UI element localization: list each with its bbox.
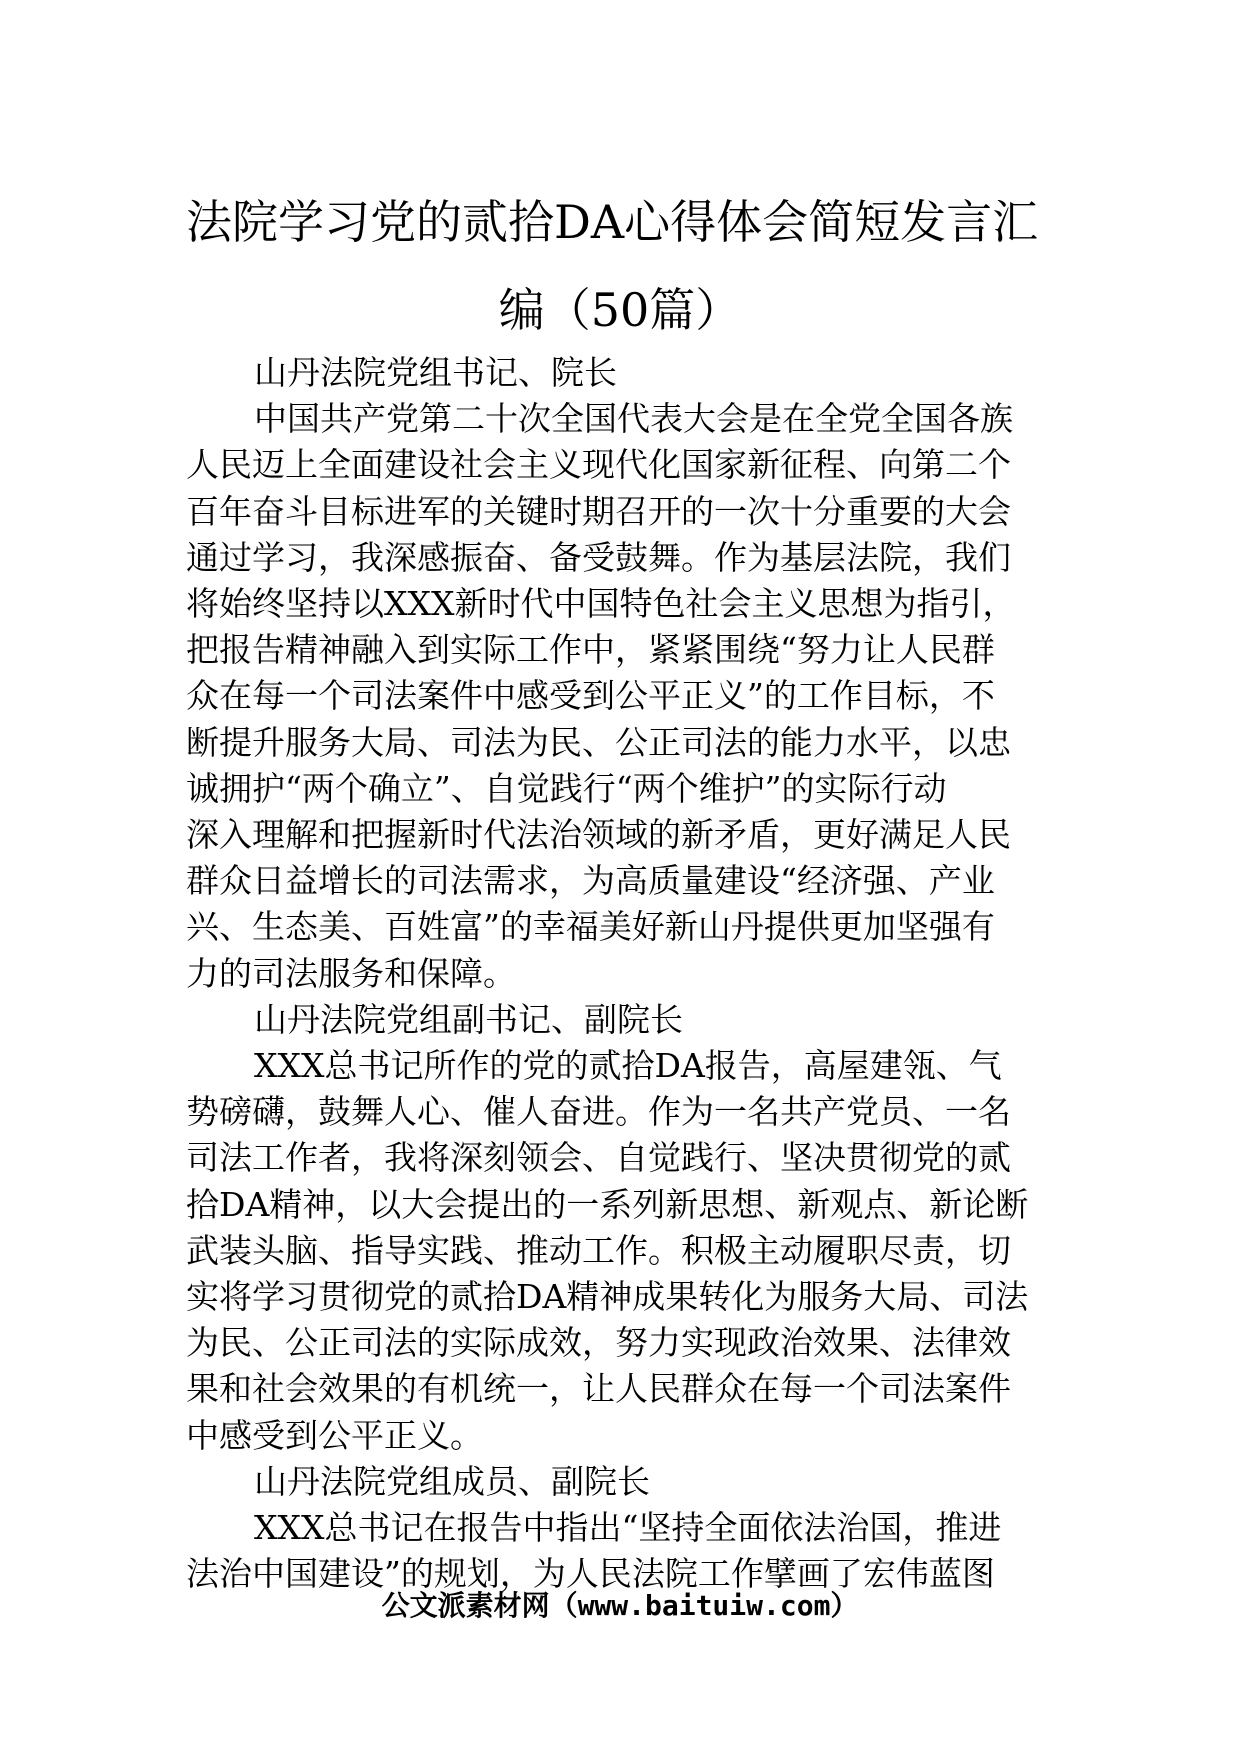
paragraph-line: 中感受到公平正义。	[186, 1415, 483, 1455]
paragraph-line: 中国共产党第二十次全国代表大会是在全党全国各族	[254, 399, 1013, 439]
paragraph-line: 通过学习，我深感振奋、备受鼓舞。作为基层法院，我们	[186, 537, 1011, 577]
paragraph-line: XXX总书记所作的党的贰拾DA报告，高屋建瓴、气	[254, 1046, 1002, 1086]
paragraph-line: 势磅礴，鼓舞人心、催人奋进。作为一名共产党员、一名	[186, 1092, 1011, 1132]
paragraph-line: 人民迈上全面建设社会主义现代化国家新征程、向第二个	[186, 445, 1011, 485]
paragraph-line: 众在每一个司法案件中感受到公平正义”的工作目标，不	[186, 676, 995, 716]
section-heading: 山丹法院党组副书记、副院长	[254, 999, 683, 1039]
title-line-2: 编（50篇）	[498, 283, 742, 337]
paragraph-line: 力的司法服务和保障。	[186, 953, 516, 993]
paragraph-line: XXX总书记在报告中指出“坚持全面依法治国，推进	[254, 1508, 1002, 1548]
paragraph-line: 果和社会效果的有机统一，让人民群众在每一个司法案件	[186, 1369, 1011, 1409]
paragraph-line: 断提升服务大局、司法为民、公正司法的能力水平，以忠	[186, 722, 1011, 762]
document-title	[186, 178, 1054, 354]
paragraph-line: 武装头脑、指导实践、推动工作。积极主动履职尽责，切	[186, 1230, 1011, 1270]
footer-source-link[interactable]: 公文派素材网（www.baituiw.com）	[381, 1589, 859, 1622]
document-body	[186, 350, 1054, 1597]
section-paragraph	[186, 1043, 1054, 1459]
section-paragraph	[186, 396, 1054, 997]
paragraph-line: 百年奋斗目标进军的关键时期召开的一次十分重要的大会	[186, 491, 1011, 531]
paragraph-line: 司法工作者，我将深刻领会、自觉践行、坚决贯彻党的贰	[186, 1138, 1011, 1178]
paragraph-line: 兴、生态美、百姓富”的幸福美好新山丹提供更加坚强有	[186, 907, 995, 947]
paragraph-line: 诚拥护“两个确立”、自觉践行“两个维护”的实际行动	[186, 768, 947, 808]
paragraph-line: 实将学习贯彻党的贰拾DA精神成果转化为服务大局、司法	[186, 1277, 1029, 1317]
paragraph-line: 为民、公正司法的实际成效，努力实现政治效果、法律效	[186, 1323, 1011, 1363]
paragraph-line: 把报告精神融入到实际工作中，紧紧围绕“努力让人民群	[186, 630, 995, 670]
paragraph-line: 将始终坚持以XXX新时代中国特色社会主义思想为指引，	[186, 584, 1016, 624]
paragraph-line: 拾DA精神，以大会提出的一系列新思想、新观点、新论断	[186, 1184, 1029, 1224]
section-heading: 山丹法院党组书记、院长	[254, 353, 617, 392]
paragraph-line: 群众日益增长的司法需求，为高质量建设“经济强、产业	[186, 861, 995, 901]
paragraph-line: 深入理解和把握新时代法治领域的新矛盾，更好满足人民	[186, 815, 1011, 855]
title-line-1: 法院学习党的贰拾DA心得体会简短发言汇	[186, 195, 1039, 249]
section-heading: 山丹法院党组成员、副院长	[254, 1461, 650, 1501]
paragraph-line: 法治中国建设”的规划，为人民法院工作擘画了宏伟蓝图	[186, 1554, 995, 1594]
